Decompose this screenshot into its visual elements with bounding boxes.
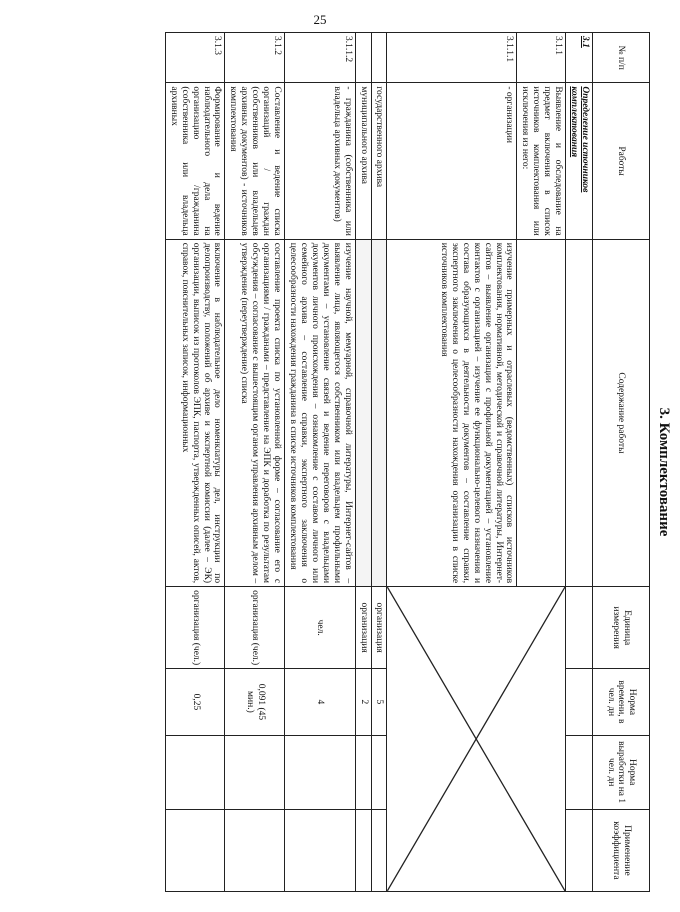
cross-mark-icon: [387, 587, 565, 891]
page-number: 25: [313, 12, 327, 27]
row-coef: [165, 809, 225, 891]
document-sheet: [100, 32, 680, 912]
row-work: - организации: [387, 83, 517, 239]
row-time: 4: [285, 669, 356, 735]
header-num: № п/п: [593, 33, 650, 83]
row-num: 3.1.2: [225, 33, 285, 83]
header-content: Содержание работы: [593, 239, 650, 586]
row-unit: организация (чел.): [225, 587, 285, 669]
row-content: [355, 239, 371, 586]
row-norm: [285, 735, 356, 809]
row-num: 3.1.3: [165, 33, 225, 83]
row-time: 0,091 (45 мин.): [225, 669, 285, 735]
row-coef: [355, 809, 371, 891]
row-unit: организация (чел.): [165, 587, 225, 669]
row-content: [566, 239, 593, 586]
section-title: 3. Комплектование: [656, 407, 672, 537]
row-content: [371, 239, 387, 586]
crossed-out-cell: [387, 587, 566, 892]
row-work: государственного архива: [371, 83, 387, 239]
row-coef: [225, 809, 285, 891]
row-content: [517, 239, 566, 586]
row-num: 3.1: [566, 33, 593, 83]
row-work: Формирование и ведение наблюдательного дела на организацию /гражданина (собственника или владельца архивных: [165, 83, 225, 239]
header-norm: Норма выработки на 1 чел. дн: [593, 735, 650, 809]
header-time: Норма времени, в чел. дн: [593, 669, 650, 735]
row-unit: организация: [355, 587, 371, 669]
row-work: Выявление и обследование на предмет включения в список источников комплектования или исключения из него:: [517, 83, 566, 239]
work-norms-table: [165, 32, 650, 892]
header-work: Работы: [593, 83, 650, 239]
row-num: 3.1.1.2: [285, 33, 356, 83]
table-row: [566, 33, 593, 892]
row-num: 3.1.1.1: [387, 33, 517, 83]
row-time: [566, 669, 593, 735]
table-row: [371, 33, 387, 892]
row-content: составление проекта списка по установленной форме – согласование его с организациями / гражданами – представление на ЭПК и доработка по результатам обсуждения – согласование с вышестоящим органом управления архивным делом – утверждение (переутверждение) списка: [225, 239, 285, 586]
table-row: [165, 33, 225, 892]
row-time: 2: [355, 669, 371, 735]
row-work: Составление и ведение списка организаций / граждан (собственников или владельцев архивных документов) - источников комплектования: [225, 83, 285, 239]
table-row: [355, 33, 371, 892]
table-row: [517, 33, 566, 892]
row-norm: [566, 735, 593, 809]
row-work: - гражданина (собственника или владельца архивных документов): [285, 83, 356, 239]
row-norm: [165, 735, 225, 809]
header-coef: Применение коэффициента: [593, 809, 650, 891]
row-unit: организация: [371, 587, 387, 669]
row-num: [371, 33, 387, 83]
table-header-row: [593, 33, 650, 892]
row-norm: [225, 735, 285, 809]
row-coef: [285, 809, 356, 891]
row-norm: [355, 735, 371, 809]
row-coef: [566, 809, 593, 891]
row-work: муниципального архива: [355, 83, 371, 239]
row-unit: чел.: [285, 587, 356, 669]
row-unit: [566, 587, 593, 669]
table-row: [285, 33, 356, 892]
row-content: изучение научной, мемуарной, справочной литературы, Интернет-сайтов – выявление лица, являющегося собственником или владельцем профильными документами – установление связей и ведение переговоров с владельцами документов личного происхождения – ознакомление с составом личного или семейного архива – составление справки, экспертного заключения о целесообразности нахождения гражданина в списке источников комплектования: [285, 239, 356, 586]
row-content: изучение примерных и отраслевых (ведомственных) списков источников комплектования, нормативной, методической и справочной литературы, Интернет-сайтов – выявление организации с профильной документацией – установление контактов с организацией – изучение ее функционально-целевого назначения и состава образующихся в деятельности документов – составление справки, экспертного заключения о целесообразности нахождения организации в списке источников комплектования: [387, 239, 517, 586]
row-work: Определение источников комплектования: [566, 83, 593, 239]
table-row: [225, 33, 285, 892]
row-content: включение в наблюдательное дело номенклатуры дел, инструкции по делопроизводству, положений об архиве и экспертной комиссии (далее – ЭК) организации, выписок из протоколов ЭПК, паспорта, утвержденных описей, актов, справок, пояснительных записок, информационных: [165, 239, 225, 586]
row-time: 5: [371, 669, 387, 735]
header-unit: Единица измерения: [593, 587, 650, 669]
rotated-page-content: [100, 32, 680, 912]
row-num: 3.1.1: [517, 33, 566, 83]
row-coef: [371, 809, 387, 891]
row-time: 0,25: [165, 669, 225, 735]
row-norm: [371, 735, 387, 809]
row-num: [355, 33, 371, 83]
